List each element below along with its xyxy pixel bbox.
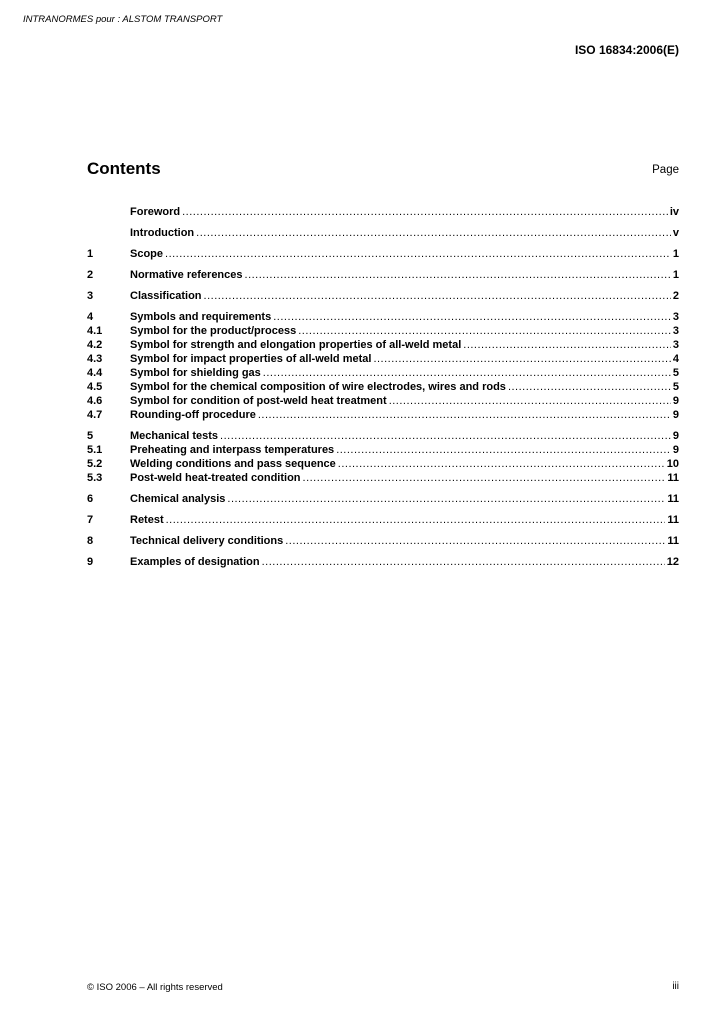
table-of-contents <box>87 205 679 576</box>
toc-entry-label: Foreword <box>130 206 181 218</box>
toc-entry[interactable] <box>87 310 679 324</box>
toc-entry-label: Symbol for strength and elongation properties of all-weld metal <box>130 339 462 351</box>
toc-entry-number: 8 <box>87 535 94 547</box>
toc-entry[interactable] <box>87 338 679 352</box>
dot-leader <box>303 471 666 485</box>
dot-leader <box>336 443 671 457</box>
toc-entry-number <box>87 205 130 219</box>
dot-leader <box>204 289 671 303</box>
toc-entry-number <box>87 226 130 240</box>
toc-entry-label: Technical delivery conditions <box>130 535 284 547</box>
toc-entry-page: 10 <box>666 458 679 470</box>
toc-entry-number: 7 <box>87 514 94 526</box>
toc-entry-label: Examples of designation <box>130 556 260 568</box>
toc-entry-label: Welding conditions and pass sequence <box>130 458 336 470</box>
toc-entry-page: 5 <box>672 381 679 393</box>
dot-leader <box>182 205 668 219</box>
toc-entry-page: 3 <box>672 311 679 323</box>
toc-entry[interactable] <box>87 492 679 506</box>
toc-entry-page: 1 <box>672 248 679 260</box>
toc-entry-page: 11 <box>667 535 679 547</box>
dot-leader <box>285 534 665 548</box>
toc-entry-page: 11 <box>667 514 679 526</box>
toc-entry[interactable] <box>87 352 679 366</box>
toc-entry-page: 9 <box>672 409 679 421</box>
toc-entry-number: 5.3 <box>87 472 103 484</box>
toc-entry[interactable] <box>87 247 679 261</box>
toc-entry-page: 2 <box>672 290 679 302</box>
toc-group <box>87 534 679 548</box>
toc-entry[interactable] <box>87 380 679 394</box>
toc-entry-label: Classification <box>130 290 202 302</box>
toc-entry-label: Rounding-off procedure <box>130 409 256 421</box>
toc-entry[interactable] <box>87 457 679 471</box>
dot-leader <box>463 338 671 352</box>
toc-entry-number: 5 <box>87 430 94 442</box>
toc-entry-page: 11 <box>667 493 679 505</box>
toc-group <box>87 205 679 219</box>
dot-leader <box>273 310 671 324</box>
dot-leader <box>389 394 671 408</box>
toc-entry-page: 4 <box>672 353 679 365</box>
page-title: Contents <box>87 159 161 178</box>
toc-entry-number: 5.2 <box>87 458 103 470</box>
toc-group <box>87 492 679 506</box>
toc-group <box>87 310 679 422</box>
toc-group <box>87 513 679 527</box>
toc-entry-page: 9 <box>672 430 679 442</box>
toc-entry[interactable] <box>87 324 679 338</box>
toc-entry[interactable] <box>87 534 679 548</box>
toc-entry[interactable] <box>87 429 679 443</box>
toc-entry-label: Post-weld heat-treated condition <box>130 472 301 484</box>
toc-group <box>87 429 679 485</box>
watermark-text: INTRANORMES pour : ALSTOM TRANSPORT <box>23 14 223 25</box>
page-number: iii <box>672 981 679 992</box>
dot-leader <box>262 555 665 569</box>
toc-entry-number: 4 <box>87 311 94 323</box>
toc-group <box>87 555 679 569</box>
toc-entry-label: Scope <box>130 248 164 260</box>
toc-entry-page: 11 <box>667 472 679 484</box>
toc-entry-label: Mechanical tests <box>130 430 219 442</box>
toc-entry[interactable] <box>87 443 679 457</box>
dot-leader <box>373 352 670 366</box>
dot-leader <box>165 247 671 261</box>
dot-leader <box>338 457 665 471</box>
toc-entry-label: Symbol for impact properties of all-weld metal <box>130 353 372 365</box>
toc-entry-label: Symbols and requirements <box>130 311 272 323</box>
toc-entry-label: Introduction <box>130 227 195 239</box>
dot-leader <box>245 268 671 282</box>
toc-entry[interactable] <box>87 226 679 240</box>
toc-entry-number: 9 <box>87 556 94 568</box>
page-column-label: Page <box>652 164 679 176</box>
toc-entry-page: 3 <box>672 325 679 337</box>
toc-group <box>87 226 679 240</box>
toc-entry-page: 9 <box>672 395 679 407</box>
document-id: ISO 16834:2006(E) <box>574 43 679 57</box>
toc-entry-page: v <box>672 227 679 239</box>
toc-entry-page: 12 <box>666 556 679 568</box>
toc-entry-page: iv <box>669 206 679 218</box>
toc-group <box>87 247 679 261</box>
toc-entry-label: Symbol for the chemical composition of wire electrodes, wires and rods <box>130 381 506 393</box>
toc-entry-number: 2 <box>87 269 94 281</box>
dot-leader <box>166 513 666 527</box>
dot-leader <box>258 408 671 422</box>
toc-entry-label: Symbol for shielding gas <box>130 367 261 379</box>
toc-entry[interactable] <box>87 205 679 219</box>
toc-entry[interactable] <box>87 471 679 485</box>
dot-leader <box>220 429 671 443</box>
toc-entry-number: 4.4 <box>87 367 103 379</box>
toc-entry-number: 4.6 <box>87 395 103 407</box>
dot-leader <box>298 324 671 338</box>
toc-entry-label: Symbol for the product/process <box>130 325 297 337</box>
toc-entry[interactable] <box>87 366 679 380</box>
toc-entry-number: 5.1 <box>87 444 103 456</box>
toc-entry-label: Preheating and interpass temperatures <box>130 444 335 456</box>
toc-entry-number: 4.7 <box>87 409 103 421</box>
toc-entry[interactable] <box>87 394 679 408</box>
toc-entry-label: Symbol for condition of post-weld heat treatment <box>130 395 387 407</box>
toc-entry[interactable] <box>87 555 679 569</box>
toc-entry[interactable] <box>87 268 679 282</box>
toc-entry-number: 4.2 <box>87 339 103 351</box>
toc-group <box>87 268 679 282</box>
toc-entry-number: 1 <box>87 248 94 260</box>
toc-entry-page: 9 <box>672 444 679 456</box>
toc-entry[interactable] <box>87 408 679 422</box>
toc-entry-number: 4.1 <box>87 325 103 337</box>
dot-leader <box>196 226 671 240</box>
toc-entry-number: 6 <box>87 493 94 505</box>
toc-entry[interactable] <box>87 289 679 303</box>
toc-entry-page: 3 <box>672 339 679 351</box>
toc-entry-number: 3 <box>87 290 94 302</box>
toc-entry[interactable] <box>87 513 679 527</box>
dot-leader <box>508 380 671 394</box>
toc-entry-label: Chemical analysis <box>130 493 226 505</box>
toc-entry-number: 4.3 <box>87 353 103 365</box>
copyright-footer: © ISO 2006 – All rights reserved <box>87 982 223 993</box>
toc-entry-label: Retest <box>130 514 164 526</box>
dot-leader <box>263 366 671 380</box>
toc-entry-number: 4.5 <box>87 381 103 393</box>
toc-entry-page: 5 <box>672 367 679 379</box>
dot-leader <box>227 492 665 506</box>
toc-group <box>87 289 679 303</box>
toc-entry-page: 1 <box>672 269 679 281</box>
toc-entry-label: Normative references <box>130 269 243 281</box>
